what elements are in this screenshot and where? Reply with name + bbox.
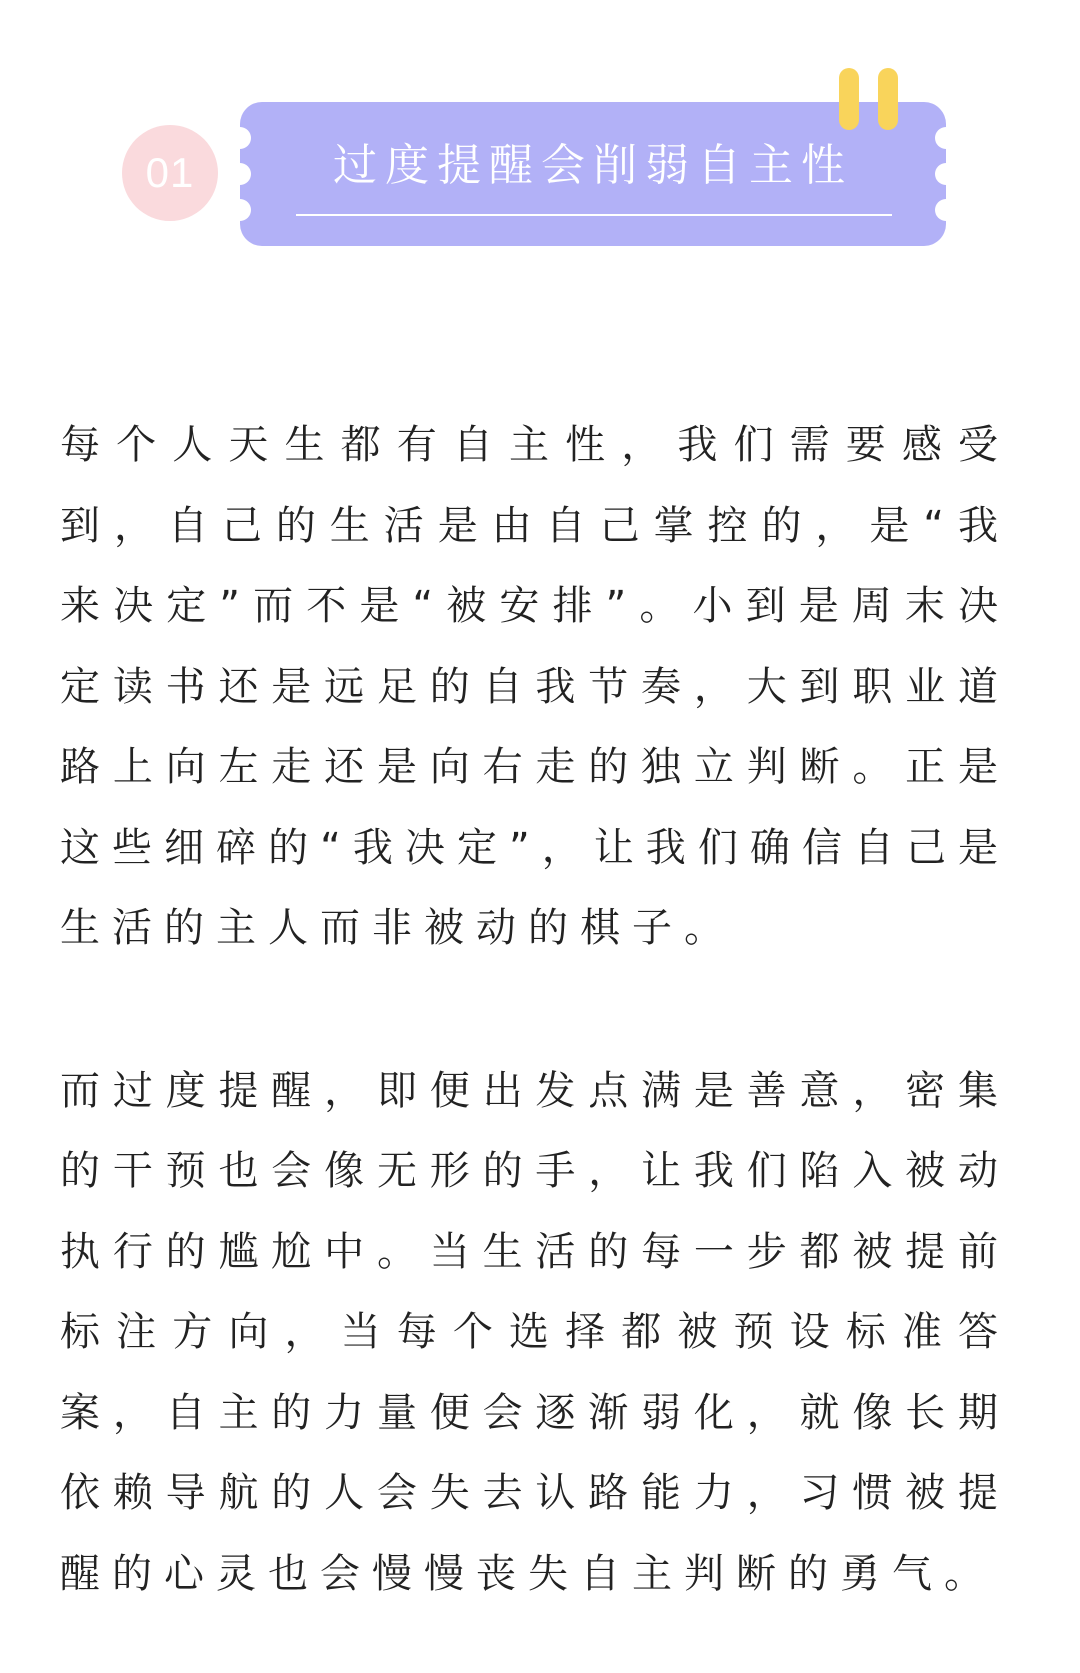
banner-notch [935, 199, 957, 221]
section-title: 过度提醒会削弱自主性 [333, 140, 853, 191]
section-number-badge: 01 [122, 125, 218, 221]
banner-notch [229, 199, 251, 221]
banner-tab-decoration [878, 68, 898, 130]
section-header [0, 0, 1080, 300]
title-underline [296, 214, 892, 216]
article-body [60, 405, 1010, 1614]
banner-tab-decoration [839, 68, 859, 130]
article-paragraph: 每个人天生都有自主性，我们需要感受到，自己的生活是由自己掌控的，是“我来决定”而不是“被安排”。小到是周末决定读书还是远足的自我节奏，大到职业道路上向左走还是向右走的独立判断。正是这些细碎的“我决定”，让我们确信自己是生活的主人而非被动的棋子。 [60, 422, 1010, 951]
article-paragraph: 而过度提醒，即便出发点满是善意，密集的干预也会像无形的手，让我们陷入被动执行的尴尬中。当生活的每一步都被提前标注方向，当每个选择都被预设标准答案，自主的力量便会逐渐弱化，就像长期依赖导航的人会失去认路能力，习惯被提醒的心灵也会慢慢丧失自主判断的勇气。 [60, 1067, 1010, 1597]
